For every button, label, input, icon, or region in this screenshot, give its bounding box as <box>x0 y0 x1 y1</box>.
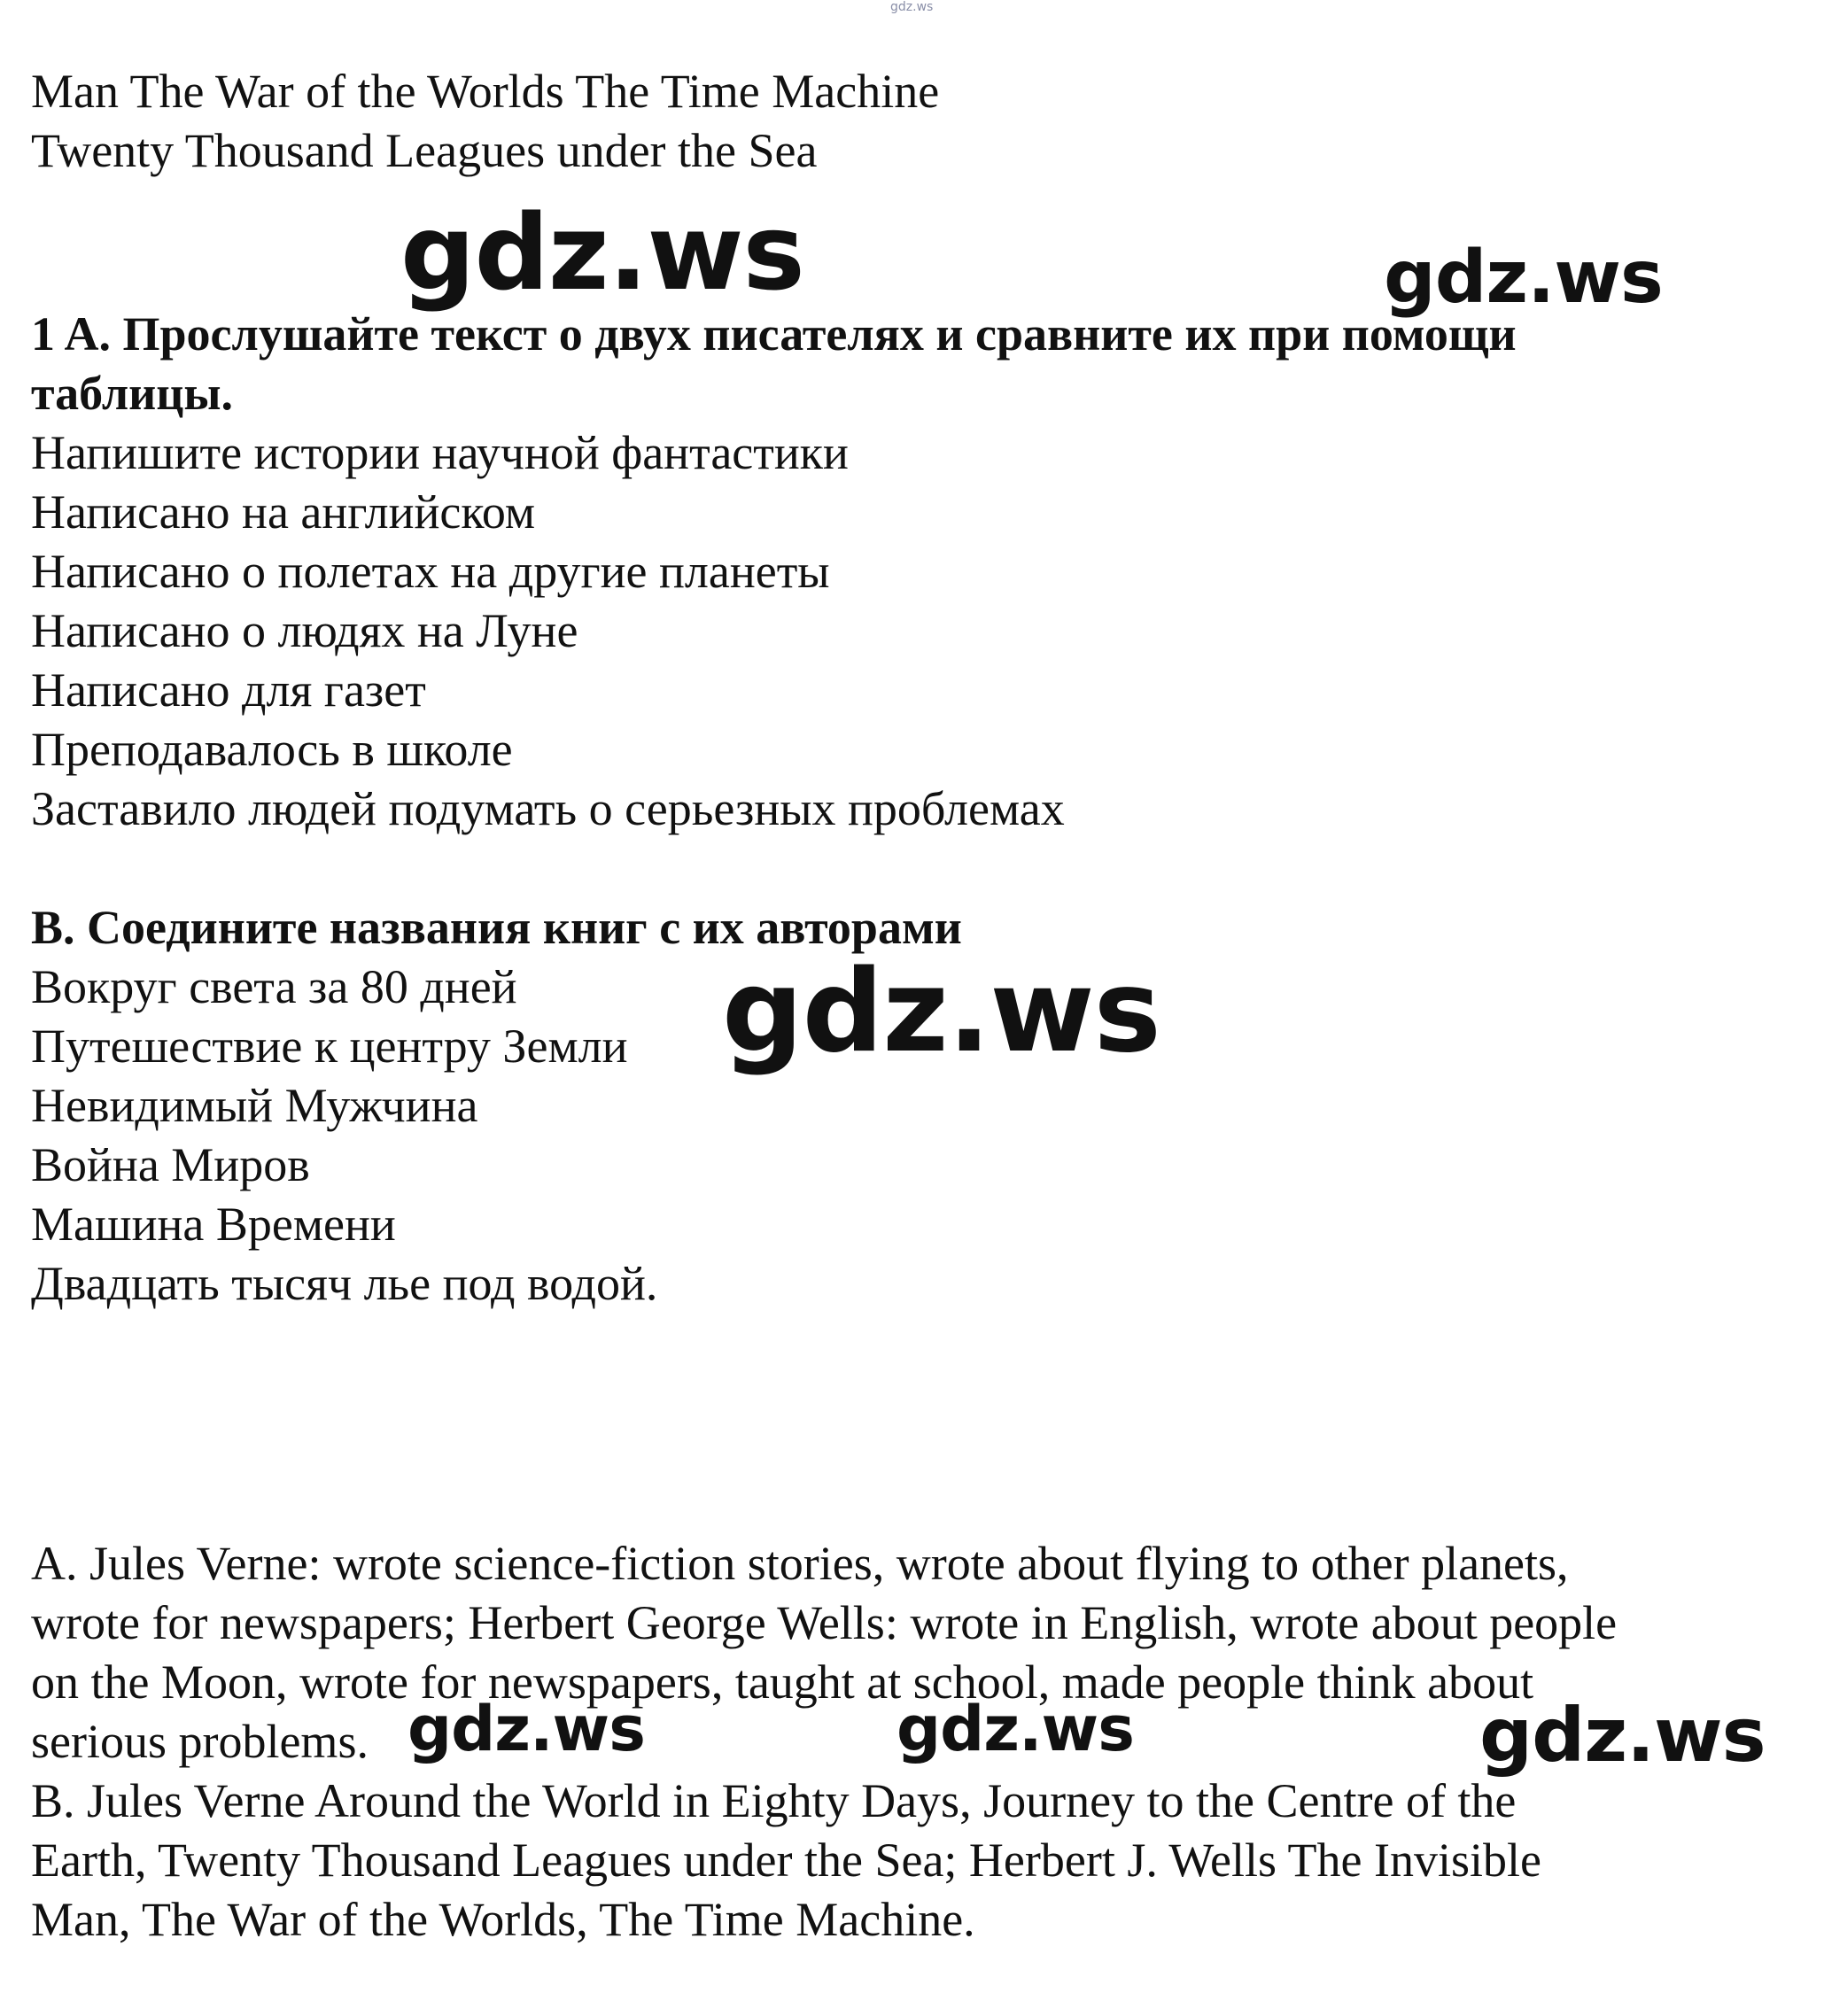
answer-line: on the Moon, wrote for newspapers, taught at school, made people think about <box>31 1655 1534 1709</box>
list-item: Написано для газет <box>31 663 426 717</box>
watermark: gdz.ws <box>722 946 1160 1078</box>
list-item: Двадцать тысяч лье под водой. <box>31 1257 658 1310</box>
section-a-heading-cont: таблицы. <box>31 367 234 420</box>
list-item: Написано о полетах на другие планеты <box>31 545 830 598</box>
answer-line: B. Jules Verne Around the World in Eighty Days, Journey to the Centre of the <box>31 1774 1517 1827</box>
text-line: Man The War of the Worlds The Time Machine <box>31 65 940 118</box>
list-item: Напишите истории научной фантастики <box>31 426 849 479</box>
list-item: Вокруг света за 80 дней <box>31 960 517 1013</box>
answer-line: Man, The War of the Worlds, The Time Machine. <box>31 1893 975 1946</box>
list-item: Написано на английском <box>31 485 536 539</box>
watermark: gdz.ws <box>407 1693 645 1765</box>
section-b-heading: B. Соедините названия книг с их авторами <box>31 901 962 954</box>
list-item: Невидимый Мужчина <box>31 1079 478 1132</box>
list-item: Преподавалось в школе <box>31 723 513 776</box>
watermark: gdz.ws <box>1479 1692 1766 1779</box>
list-item: Машина Времени <box>31 1198 396 1251</box>
text-line: Twenty Thousand Leagues under the Sea <box>31 124 818 177</box>
watermark: gdz.ws <box>400 191 804 314</box>
answer-line: Earth, Twenty Thousand Leagues under the Sea; Herbert J. Wells The Invisible <box>31 1834 1541 1887</box>
watermark: gdz.ws <box>896 1693 1134 1765</box>
header-watermark: gdz.ws <box>890 0 934 14</box>
list-item: Написано о людях на Луне <box>31 604 578 657</box>
watermark: gdz.ws <box>1384 236 1663 320</box>
list-item: Путешествие к центру Земли <box>31 1020 628 1073</box>
list-item: Война Миров <box>31 1138 310 1191</box>
answer-line: A. Jules Verne: wrote science-fiction stories, wrote about flying to other planets, <box>31 1537 1569 1590</box>
answer-line: wrote for newspapers; Herbert George Wells: wrote in English, wrote about people <box>31 1596 1618 1649</box>
section-a-heading: 1 A. Прослушайте текст о двух писателях и сравните их при помощи <box>31 307 1517 361</box>
list-item: Заставило людей подумать о серьезных проблемах <box>31 782 1065 835</box>
answer-line: serious problems. <box>31 1715 369 1768</box>
